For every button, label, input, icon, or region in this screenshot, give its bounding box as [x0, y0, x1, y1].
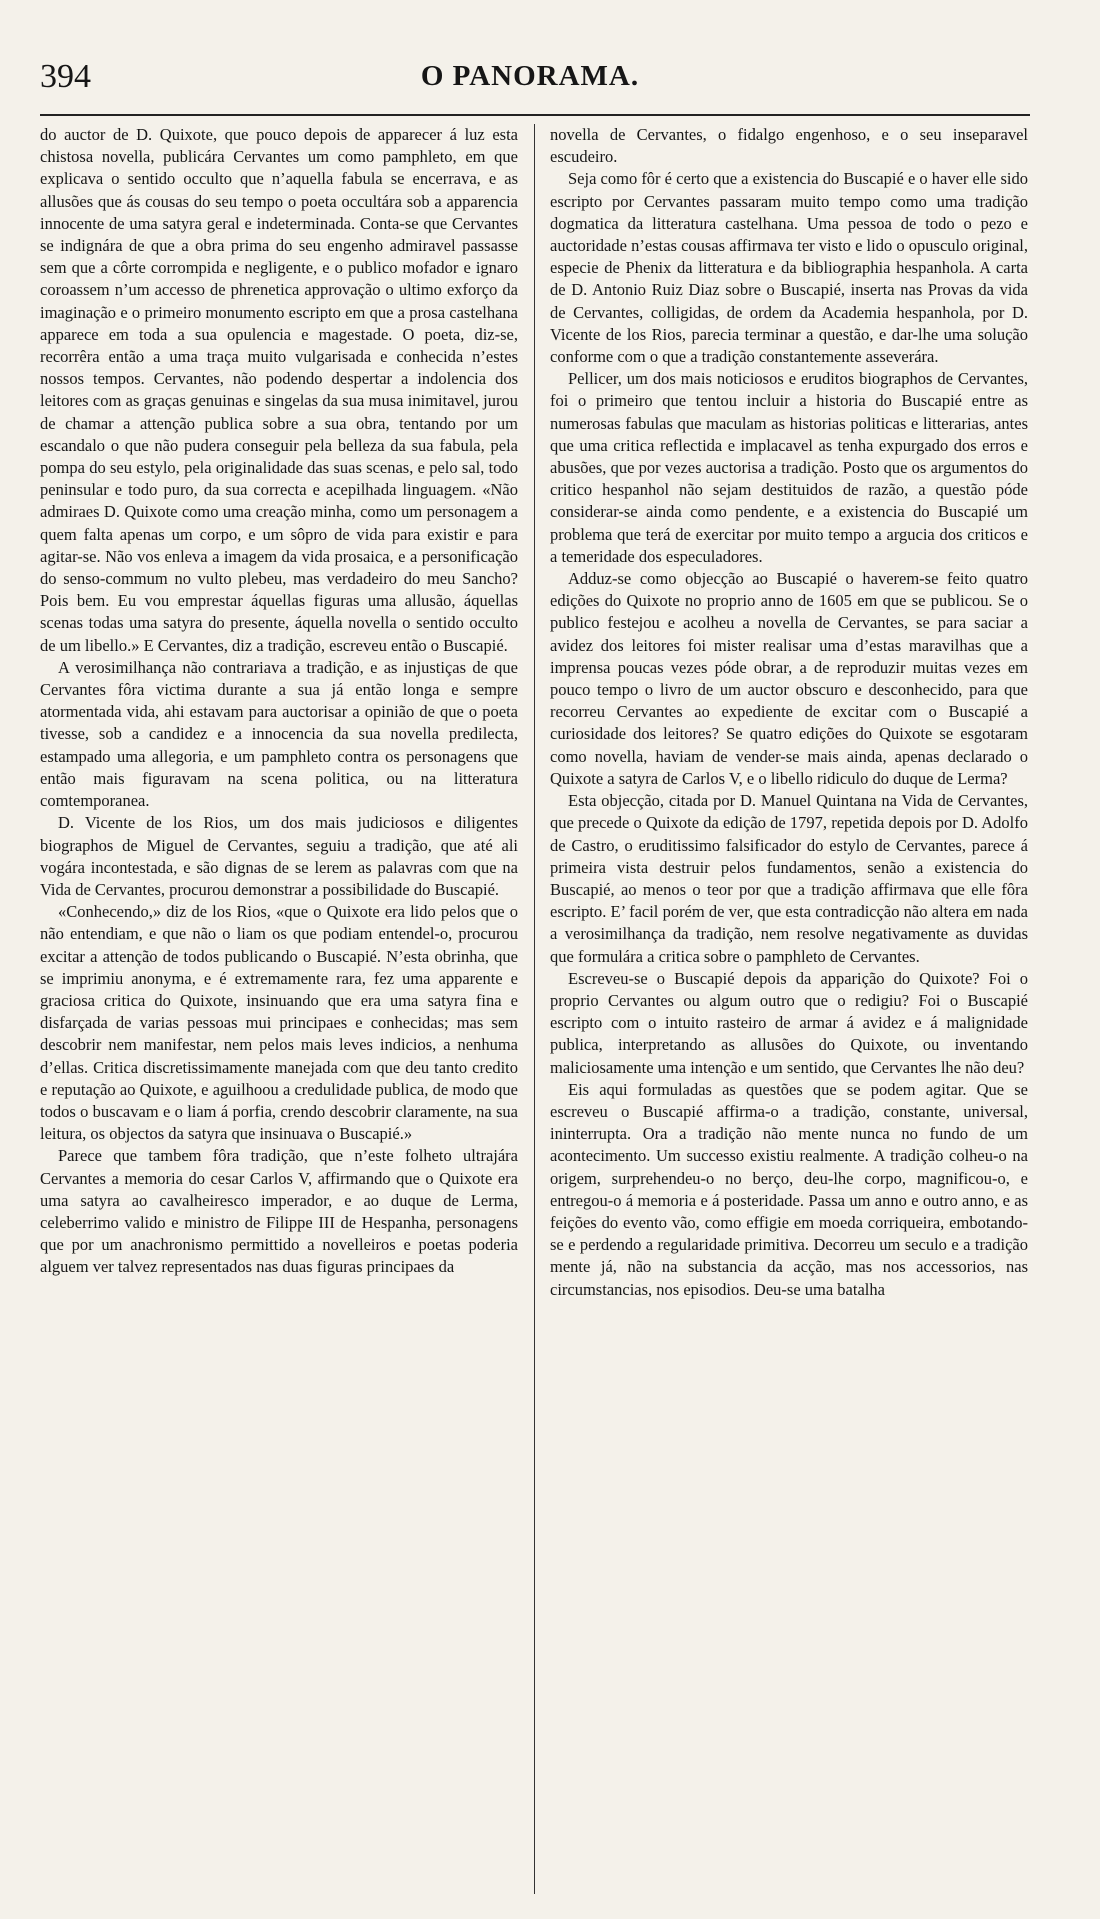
paragraph: Escreveu-se o Buscapié depois da apparição do Quixote? Foi o proprio Cervantes ou algum outro que o redigiu? Foi o Buscapié escripto com o intuito rasteiro de armar á avidez e á malignidade publica, interpretando as allusões do Quixote, ou inventando maliciosamente uma intenção e um sentido, que Cervantes lhe não deu? [550, 968, 1028, 1077]
left-column [40, 124, 518, 1899]
paragraph: do auctor de D. Quixote, que pouco depois de apparecer á luz esta chistosa novella, publicára Cervantes um como pamphleto, em que explicava o sentido occulto que n’aquella fabula se encerrava, e as allusões que ás cousas do seu tempo o poeta occultára sob a apparencia innocente de uma satyra geral e indeterminada. Conta-se que Cervantes se indignára de que a obra prima do seu engenho admiravel passasse sem que a côrte corrompida e negligente, e o publico mofador e ignaro coroassem n’um accesso de phrenetica approvação o ultimo exforço da imaginação e o primeiro monumento escripto em que a prosa castelhana apparece em toda a sua opulencia e magestade. O poeta, diz-se, recorrêra então a uma traça muito vulgarisada e conhecida n’estes nossos tempos. Cervantes, não podendo despertar a indolencia dos leitores com as graças genuinas e singelas da sua musa inimitavel, jurou de chamar a attenção publica sobre a sua obra, tentando por um escandalo o que não pudera conseguir pela belleza da sua fabula, pela pompa do seu estylo, pela originalidade das suas scenas, e pelo sal, todo peninsular e todo puro, da sua correcta e acepilhada linguagem. «Não admiraes D. Quixote como uma creação minha, como um personagem a quem falta apenas um corpo, e um sôpro de vida para existir e para agitar-se. Não vos enleva a imagem da vida prosaica, e a personificação do senso-commum no vulto plebeu, mas verdadeiro do meu Sancho? Pois bem. Eu vou emprestar áquellas figuras uma allusão, áquellas scenas todas uma satyra do presente, áquella novella o sentido occulto de um libello.» E Cervantes, diz a tradição, escreveu então o Buscapié. [40, 125, 518, 655]
paragraph: Esta objecção, citada por D. Manuel Quintana na Vida de Cervantes, que precede o Quixote da edição de 1797, repetida depois por D. Adolfo de Castro, o eruditissimo falsificador do estylo de Cervantes, parece á primeira vista destruir pelos fundamentos, senão a existencia do Buscapié, ao menos o teor por que a tradição affirmava que elle fôra escripto. E’ facil porém de ver, que esta contradicção não altera em nada a verosimilhança da tradição, nem resolve negativamente as duvidas que formulára a critica sobre o pamphleto de Cervantes. [550, 791, 1028, 966]
paragraph: D. Vicente de los Rios, um dos mais judiciosos e diligentes biographos de Miguel de Cervantes, seguiu a tradição, que até ali vogára incontestada, e são dignas de se lerem as palavras com que na Vida de Cervantes, procurou demonstrar a possibilidade do Buscapié. [40, 813, 518, 899]
paragraph: Pellicer, um dos mais noticiosos e eruditos biographos de Cervantes, foi o primeiro que tentou incluir a historia do Buscapié entre as numerosas fabulas que maculam as historias politicas e litterarias, antes que uma critica reflectida e implacavel as tenha expurgado dos erros e abusões, que por vezes auctorisa a tradição. Posto que os argumentos do critico hespanhol não sejam destituidos de razão, a questão póde considerar-se ainda como pendente, e a existencia do Buscapié um problema que terá de exercitar por muito tempo a argucia dos criticos e a temeridade dos especuladores. [550, 369, 1028, 566]
header-rule [40, 114, 1030, 116]
journal-title: O PANORAMA. [420, 60, 640, 92]
paragraph: «Conhecendo,» diz de los Rios, «que o Quixote era lido pelos que o não entendiam, e que não o liam os que podiam entendel-o, procurou excitar a attenção de todos publicando o Buscapié. N’esta obrinha, que se imprimiu anonyma, e é extremamente rara, fez uma apparente e graciosa critica do Quixote, insinuando que era uma satyra fina e disfarçada de varias pessoas mui principaes e conhecidas; mas sem descobrir nem manifestar, nem pelos mais leves indicios, a nenhuma d’ellas. Critica discretissimamente manejada com que deu tanto credito e reputação ao Quixote, e aguilhoou a credulidade publica, de modo que todos o buscavam e o liam á porfia, crendo descobrir claramente, na sua leitura, os objectos da satyra que insinuava o Buscapié.» [40, 902, 518, 1144]
paragraph: A verosimilhança não contrariava a tradição, e as injustiças de que Cervantes fôra victima durante a sua já então longa e sempre atormentada vida, ahi estavam para auctorisar a opinião de que o poeta tivesse, sob a candidez e a innocencia da sua novella predilecta, estampado uma allegoria, e um pamphleto contra os personagens que então mais figuravam na scena politica, ou na litteratura comtemporanea. [40, 657, 518, 811]
paragraph: Eis aqui formuladas as questões que se podem agitar. Que se escreveu o Buscapié affirma-o a tradição, constante, universal, ininterrupta. Ora a tradição não mente nunca no fundo de um acontecimento. Um successo existiu realmente. A tradição colheu-o na origem, surprehendeu-o no berço, deu-lhe corpo, magnificou-o, e entregou-o á memoria e á posteridade. Passa um anno e outro anno, e as feições do evento vão, como effigie em moeda corriqueira, embotando-se e perdendo a regularidade primitiva. Decorreu um seculo e a tradição mente já, não na substancia da acção, mas nos accessorios, nas circumstancias, nos episodios. Deu-se uma batalha [550, 1079, 1028, 1299]
paragraph: novella de Cervantes, o fidalgo engenhoso, e o seu inseparavel escudeiro. [550, 125, 1028, 167]
paragraph: Adduz-se como objecção ao Buscapié o haverem-se feito quatro edições do Quixote no proprio anno de 1605 em que se publicou. Se o publico festejou e acolheu a novella de Cervantes, se para saciar a avidez dos leitores foi mister realisar uma d’estas maravilhas que a imprensa poucas vezes póde obrar, a de reproduzir muitas vezes em pouco tempo o livro de um auctor obscuro e desconhecido, para que recorreu Cervantes ao expediente de excitar com o Buscapié a curiosidade dos leitores? Se quatro edições do Quixote se esgotaram como novella, haviam de vender-se mais ainda, apenas declarado o Quixote a satyra de Carlos V, e o libello ridiculo do duque de Lerma? [550, 569, 1028, 788]
paragraph: Parece que tambem fôra tradição, que n’este folheto ultrajára Cervantes a memoria do cesar Carlos V, affirmando que o Quixote era uma satyra ao cavalheiresco imperador, e ao duque de Lerma, celeberrimo valido e ministro de Filippe III de Hespanha, personagens que por um anachronismo permittido a novelleiros e poetas poderia alguem ver talvez representados nas duas figuras principaes da [40, 1146, 518, 1277]
right-column [550, 124, 1028, 1899]
page-number: 394 [40, 58, 91, 95]
column-divider [534, 124, 535, 1894]
page-header [40, 58, 1020, 98]
paragraph: Seja como fôr é certo que a existencia do Buscapié e o haver elle sido escripto por Cervantes passaram muito tempo como uma tradição dogmatica da litteratura castelhana. Uma pessoa de todo o pezo e auctoridade n’estas cousas affirmava ter visto e lido o opusculo original, especie de Phenix da litteratura e da bibliographia hespanhola. A carta de D. Antonio Ruiz Diaz sobre o Buscapié, inserta nas Provas da vida de Cervantes, colligidas, de ordem da Academia hespanhola, por D. Vicente de los Rios, parecia terminar a questão, e dar-lhe uma solução conforme com o que a tradição constantemente asseverára. [550, 169, 1028, 367]
